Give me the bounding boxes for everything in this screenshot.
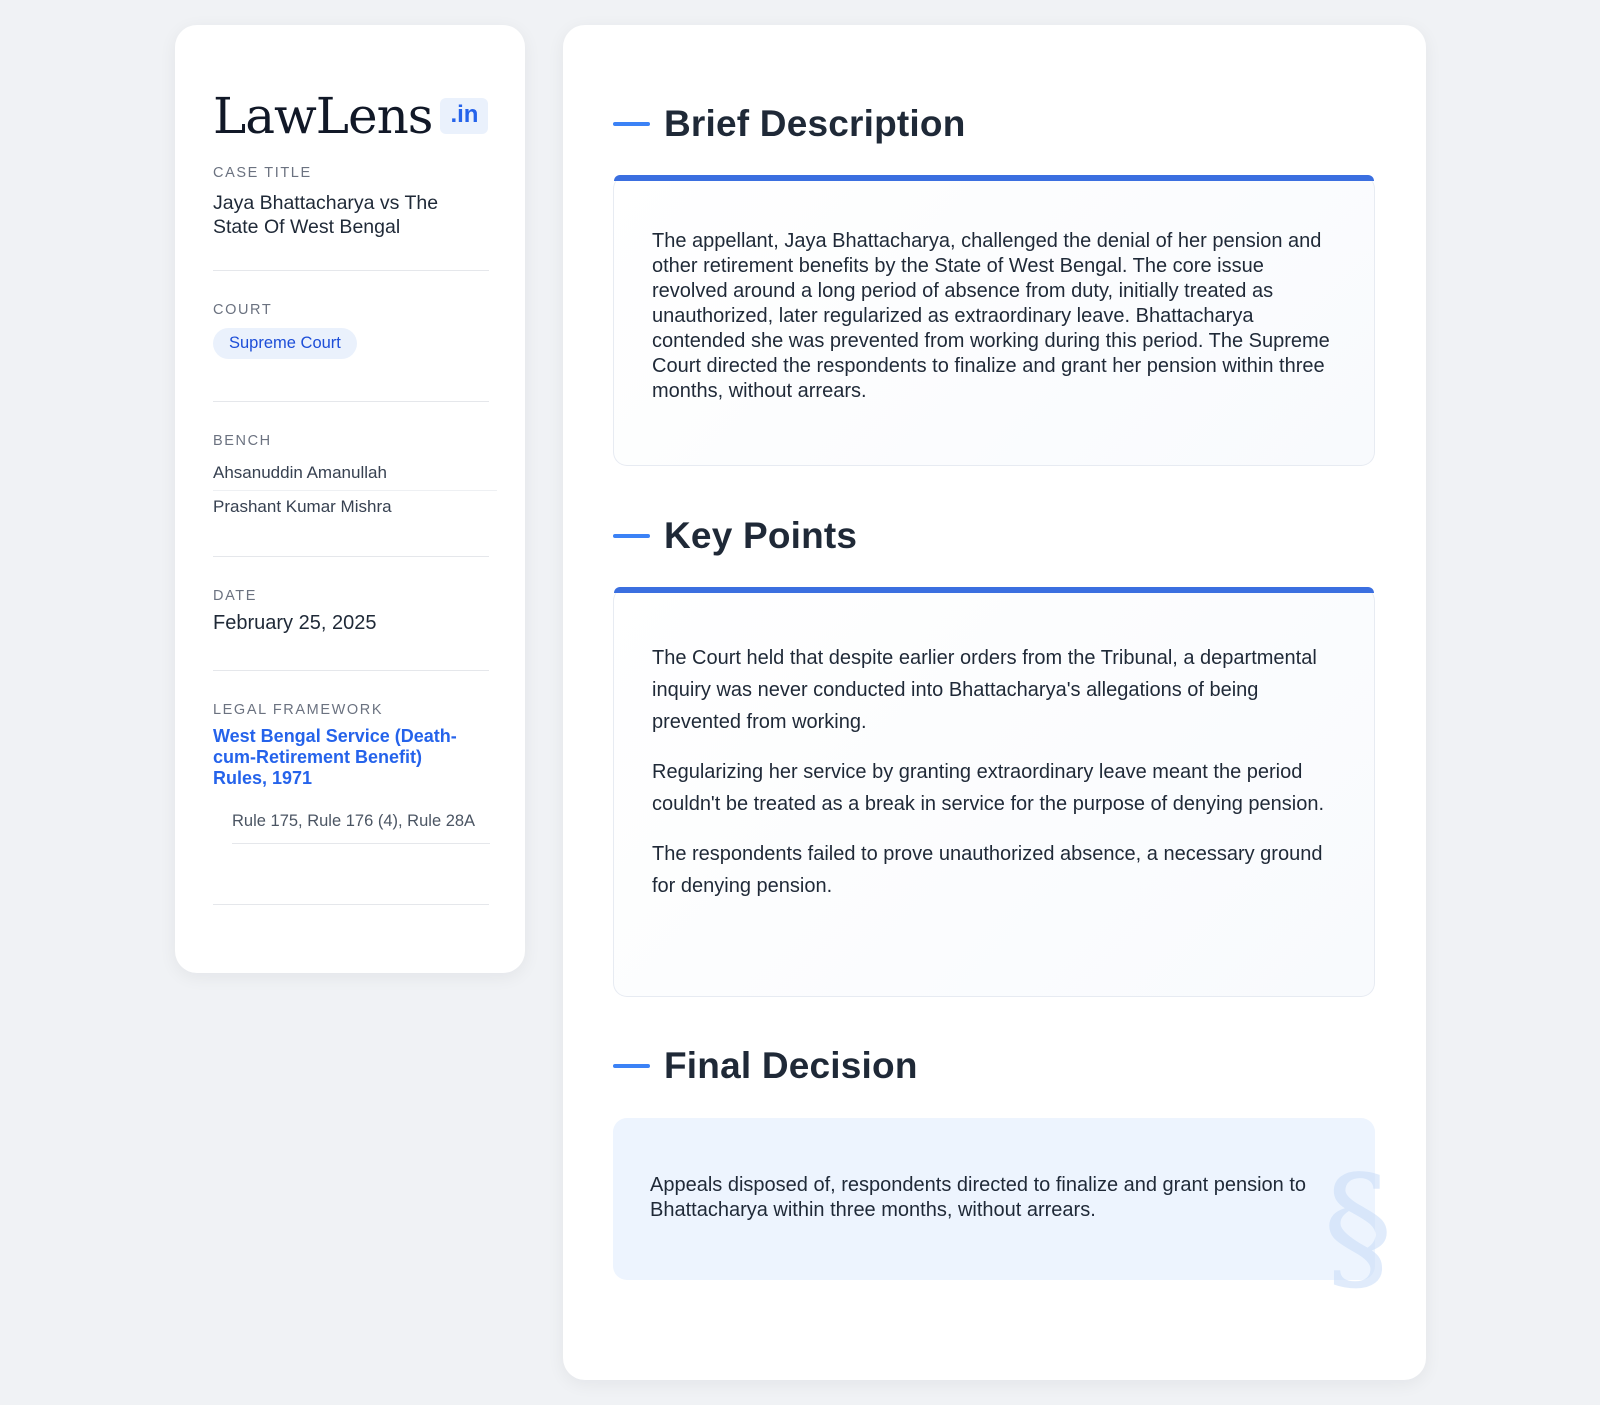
- heading-accent-dash: [613, 1064, 650, 1068]
- brief-description-text: The appellant, Jaya Bhattacharya, challenged the denial of her pension and other retirement benefits by the State of West Bengal. The core issue revolved around a long period of absence from duty, initially treated as unauthorized, later regularized as extraordinary leave. Bhattacharya contended she was prevented from working during this period. The Supreme Court directed the respondents to finalize and grant her pension within three months, without arrears.: [652, 230, 1330, 402]
- court-badge: Supreme Court: [213, 328, 357, 359]
- final-decision-heading: [613, 1045, 918, 1087]
- court-field: [213, 302, 489, 359]
- brief-description-card: [613, 175, 1375, 466]
- logo-wordmark: LawLens: [213, 87, 433, 145]
- legal-framework-field: [213, 702, 489, 844]
- date-value: February 25, 2025: [213, 612, 377, 634]
- site-logo[interactable]: [213, 87, 488, 145]
- case-title-label: CASE TITLE: [213, 165, 312, 181]
- case-title-value: Jaya Bhattacharya vs The State Of West Bengal: [213, 192, 439, 238]
- divider: [213, 556, 489, 557]
- heading-accent-dash: [613, 534, 650, 538]
- case-title-field: [213, 165, 489, 239]
- legal-framework-rules: Rule 175, Rule 176 (4), Rule 28A: [232, 812, 490, 844]
- court-label: COURT: [213, 302, 273, 318]
- card-accent-bar: [614, 175, 1374, 181]
- section-sign-icon: §: [1323, 1146, 1393, 1309]
- bench-judge: Ahsanuddin Amanullah: [213, 457, 497, 491]
- final-decision-title: Final Decision: [664, 1045, 918, 1086]
- divider: [213, 270, 489, 271]
- key-points-list: [652, 642, 1332, 920]
- card-accent-bar: [614, 587, 1374, 593]
- key-points-heading: [613, 515, 857, 557]
- key-point-item: The respondents failed to prove unauthorized absence, a necessary ground for denying pension.: [652, 843, 1323, 897]
- logo-domain-badge: .in: [440, 98, 488, 134]
- divider: [213, 904, 489, 905]
- key-point-item: Regularizing her service by granting extraordinary leave meant the period couldn't be treated as a break in service for the purpose of denying pension.: [652, 761, 1325, 815]
- bench-judge: Prashant Kumar Mishra: [213, 497, 392, 516]
- bench-label: BENCH: [213, 433, 272, 449]
- bench-field: [213, 433, 489, 524]
- key-points-title: Key Points: [664, 515, 858, 556]
- key-points-card: [613, 587, 1375, 997]
- brief-description-heading: [613, 103, 966, 145]
- date-field: [213, 588, 489, 635]
- date-label: DATE: [213, 588, 257, 604]
- brief-description-title: Brief Description: [664, 103, 966, 144]
- heading-accent-dash: [613, 122, 650, 126]
- case-sidebar: [175, 25, 525, 973]
- divider: [213, 670, 489, 671]
- case-summary-panel: [563, 25, 1426, 1380]
- legal-framework-link[interactable]: West Bengal Service (Death-cum-Retirement Benefit) Rules, 1971: [213, 726, 457, 788]
- final-decision-card: [613, 1118, 1393, 1309]
- key-point-item: The Court held that despite earlier orders from the Tribunal, a departmental inquiry was never conducted into Bhattacharya's allegations of being prevented from working.: [652, 647, 1317, 733]
- final-decision-text: Appeals disposed of, respondents directed to finalize and grant pension to Bhattacharya within three months, without arrears.: [650, 1174, 1306, 1221]
- legal-framework-label: LEGAL FRAMEWORK: [213, 702, 384, 718]
- divider: [213, 401, 489, 402]
